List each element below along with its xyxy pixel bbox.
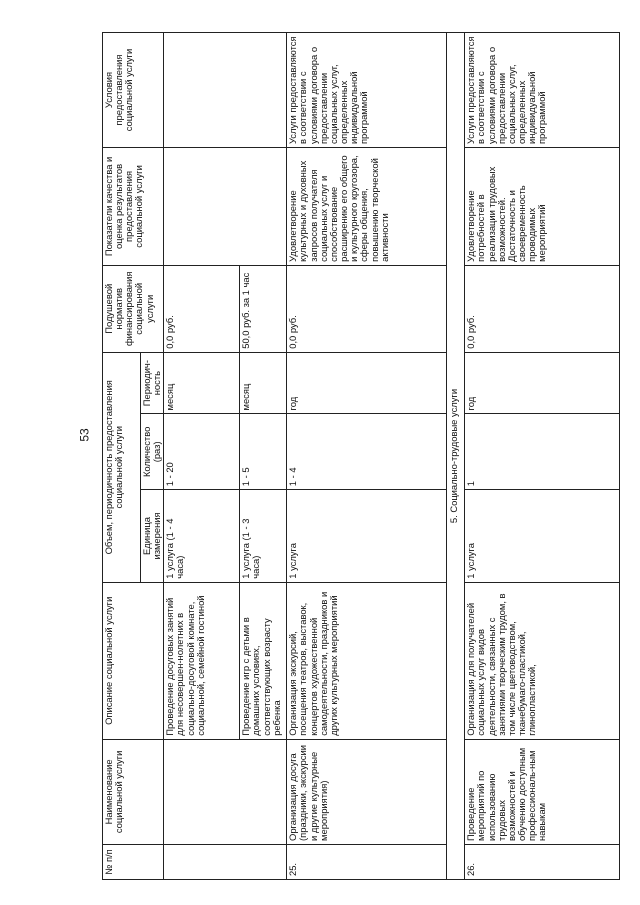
- table-row: [164, 33, 240, 880]
- cell-name-24: [164, 739, 287, 844]
- cell-num: 26.: [465, 844, 620, 879]
- cell-period: месяц: [240, 352, 287, 414]
- cell-quality-24: [164, 148, 287, 266]
- cell-desc: Организация для получателей социальных услуг видов деятельности, связанных с занятиями творческим трудом, в том числе цветоводством, тканебумаго-пластикой, глинопластикой,: [465, 582, 620, 739]
- cell-desc: Проведение досуговых занятий для несовершен-нолетних в социально-досуговой комнате, социальной, семейной гостиной: [164, 582, 240, 739]
- cell-qty: 1 - 20: [164, 414, 240, 490]
- cell-name: Организация досуга (праздники, экскурсии и другие культурные мероприятия): [287, 739, 447, 844]
- cell-norm: 0,0 руб.: [287, 265, 447, 352]
- section-row: [447, 33, 465, 880]
- header-conditions: Условия предоставления социальной услуги: [103, 33, 164, 148]
- cell-period: месяц: [164, 352, 240, 414]
- cell-qty: 1 - 5: [240, 414, 287, 490]
- cell-norm: 0,0 руб.: [164, 265, 240, 352]
- cell-quality: Удовлетворение культурных и духовных запросов получателя социальных услуг и способствование расширению его общего и культурного кругозора, сферы общения, повышению творческой активности: [287, 148, 447, 266]
- header-unit: Единица измерения: [141, 490, 164, 583]
- header-desc: Описание социальной услуги: [103, 582, 164, 739]
- header-name: Наименование социальной услуги: [103, 739, 164, 844]
- cell-norm: 50,0 руб. за 1 час: [240, 265, 287, 352]
- cell-desc: Организация экскурсий, посещения театров, выставок, концертов художественной самодеятельности, праздников и других культурных мероприятий: [287, 582, 447, 739]
- cell-unit: 1 услуга (1 - 4 часа): [164, 490, 240, 583]
- header-quality: Показатели качества и оценка результатов предоставления социальной услуги: [103, 148, 164, 266]
- cell-quality: Удовлетворение потребностей в реализации трудовых возможностей. Достаточность и своевременность проводимых мероприятий: [465, 148, 620, 266]
- header-norm: Подушевой норматив финансирования социальной услуги: [103, 265, 164, 352]
- header-qty: Количество (раз): [141, 414, 164, 490]
- cell-period: год: [287, 352, 447, 414]
- cell-period: год: [465, 352, 620, 414]
- rotated-page: [102, 32, 620, 880]
- cell-num-24: [164, 844, 287, 879]
- header-volume: Объем, периодичность предоставления социальной услуги: [103, 352, 141, 582]
- table-header-row: [103, 33, 141, 880]
- cell-qty: 1 - 4: [287, 414, 447, 490]
- table-row: [465, 33, 620, 880]
- table-row: [287, 33, 447, 880]
- cell-desc: Проведение игр с детьми в домашних условиях, соответствующих возрасту ребенка: [240, 582, 287, 739]
- header-num: № п/п: [103, 844, 164, 879]
- cell-name: Проведение мероприятий по использованию трудовых возможностей и обучению доступным профессиональ-ным навыкам: [465, 739, 620, 844]
- cell-unit: 1 услуга: [465, 490, 620, 583]
- cell-conditions-24: [164, 33, 287, 148]
- cell-unit: 1 услуга (1 - 3 часа): [240, 490, 287, 583]
- cell-conditions: Услуги предоставляются в соответствии с условиями договора о предоставлении социальных услуг, определенных индивидуальной программой: [287, 33, 447, 148]
- cell-norm: 0,0 руб.: [465, 265, 620, 352]
- header-period: Периодич-ность: [141, 352, 164, 414]
- section-title: 5. Социально-трудовые услуги: [447, 33, 465, 880]
- cell-conditions: Услуги предоставляются в соответствии с условиями договора о предоставлении социальных услуг, определенных индивидуальной программой: [465, 33, 620, 148]
- cell-unit: 1 услуга: [287, 490, 447, 583]
- page-number: 53: [77, 428, 92, 442]
- cell-qty: 1: [465, 414, 620, 490]
- cell-num: 25.: [287, 844, 447, 879]
- services-table: [102, 32, 620, 880]
